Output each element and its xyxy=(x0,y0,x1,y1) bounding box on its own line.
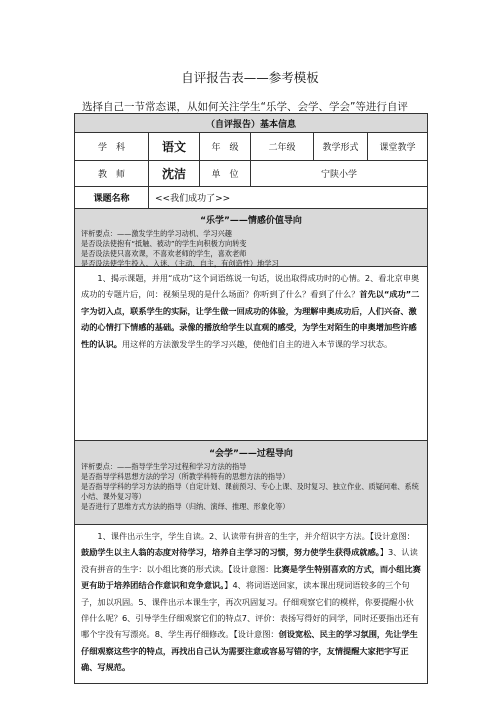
intro-text: 选择自己一节常态课，从如何关注学生“乐学、会学、学会”等进行自评 xyxy=(82,101,408,113)
huixue-point: 是否指导学科思想方法的学习（所教学科特有的思想方法的指导） xyxy=(81,472,290,481)
subject-label: 学 科 xyxy=(75,133,149,160)
report-table xyxy=(74,113,428,684)
lexue-point: 评析要点：——激发学生的学习动机、学习兴趣 xyxy=(81,229,232,238)
huixue-reflection xyxy=(75,525,427,683)
lexue-point: 是否设法使抱有“抵触、被动”的学生向积极方向转变 xyxy=(81,239,247,248)
huixue-body: 1、课件出示生字，学生自读。2、认读带有拼音的生字，并介绍识字方法。【设计意图：鼓励学生以主人翁的态度对待学习，培养自主学习的习惯，努力使学生获得成就感。】3、认读没有拼音的生字：以小组比赛的形式读。【设计意图：比赛是学生特别喜欢的方式，而小组比赛更有助于培养团结合作意识和竞争意识。】4、将词语送回家，读本课出现词语较多的三个句子，加以巩固。5、课件出示本课生字，再次巩固复习。仔细观察它们的模样，你要提醒小伙伴什么呢？6、引导学生仔细观察它们的特点7、评价：表扬写得好的同学，同时还要指出还有哪个字没有写漂亮。8、学生再仔细修改。【设计意图：创设宽松、民主的学习氛围，先让学生仔细观察这些字的特点，再找出自己认为需要注意或容易写错的字，友情提醒大家把字写正确、写规范。 xyxy=(81,531,421,673)
subject-row xyxy=(75,133,427,161)
huixue-point: 是否进行了思维方式方法的指导（归纳、演绎、推理、形象化等） xyxy=(81,502,290,511)
huixue-criteria xyxy=(75,441,427,525)
huixue-point: 评析要点：——指导学生学习过程和学习方法的指导 xyxy=(81,462,247,471)
form-label: 教学形式 xyxy=(314,133,368,160)
table-header: （自评报告）基本信息 xyxy=(205,119,296,130)
page-title: 自评报告表——参考模板 xyxy=(181,70,319,85)
form-value: 课堂教学 xyxy=(379,143,416,153)
subject-value: 语文 xyxy=(149,133,200,160)
lexue-body: 1、揭示课题，并用“成功”这个词语练说一句话，说出取得成功时的心情。2、看北京申奥成功的专题片后，问：视频呈现的是什么场面？你听到了什么？看到了什么？首先以“成功”二字为切入点，联系学生的实际，让学生做一回成功的体验，为理解申奥成功后，人们兴奋、激动的心情打下情感的基础。录像的播放给学生以直观的感受，为学生对陌生的申奥增加些许感性的认识。用这样的方法激发学生的学习兴趣，使他们自主的进入本节课的学习状态。 xyxy=(81,273,420,349)
lesson-label: 课题名称 xyxy=(75,187,149,208)
table-header-row xyxy=(75,114,427,133)
huixue-point: 是否指导学科的学习方法的指导（自定计划、课前预习、专心上课、及时复习、独立作业、质疑问难、系统小结、课外复习等） xyxy=(81,482,419,501)
lexue-criteria xyxy=(75,209,427,267)
teacher-row xyxy=(75,161,427,187)
teacher-value: 沈洁 xyxy=(149,161,200,186)
grade-label: 年 级 xyxy=(200,133,251,160)
lesson-row xyxy=(75,187,427,209)
unit-label: 单 位 xyxy=(200,161,251,186)
unit-value: 宁陕小学 xyxy=(320,170,357,180)
lexue-heading: “乐学”——情感价值导向 xyxy=(200,216,302,226)
huixue-heading: “会学”——过程导向 xyxy=(209,449,293,459)
lexue-point: 是否设法使学生投入、入迷、（主动、自主，有创造性）地学习 xyxy=(81,259,279,268)
teacher-label: 教 师 xyxy=(75,161,149,186)
lesson-value: <<我们成功了>> xyxy=(155,194,231,204)
lexue-point: 是否设法使只喜欢课，不喜欢老师的学生，喜欢老师 xyxy=(81,249,247,258)
grade-value: 二年级 xyxy=(251,133,314,160)
lexue-reflection xyxy=(75,267,427,441)
